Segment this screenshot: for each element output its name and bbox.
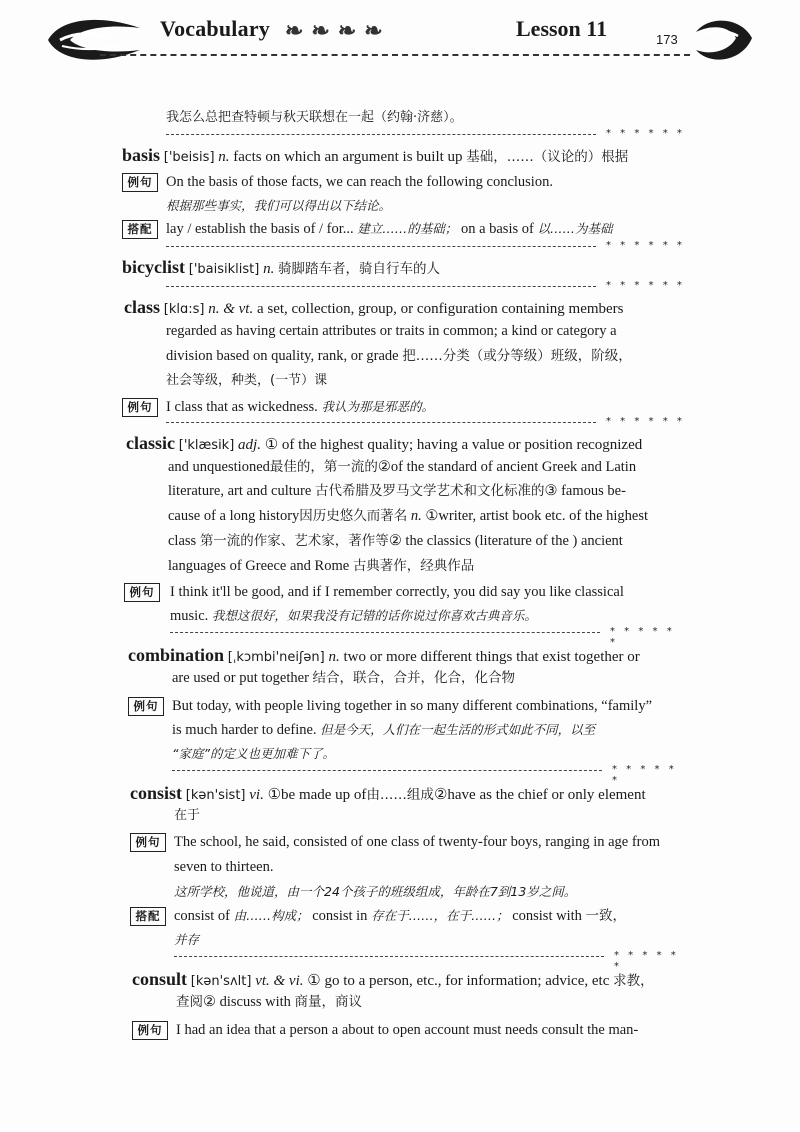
- phonetic: ['beisis]: [163, 150, 215, 165]
- swirl-ornament-left-icon: [40, 10, 150, 70]
- part-of-speech: n.: [263, 261, 275, 277]
- definition-zh-cont: 社会等级，种类，(一节）课: [166, 373, 328, 388]
- definition-zh: 骑脚踏车者，骑自行车的人: [278, 261, 441, 277]
- headword: consult: [132, 969, 188, 989]
- example-en: I had an idea that a person a about to open account must needs consult the man-: [176, 1022, 639, 1038]
- example-tag: 例句: [132, 1021, 168, 1040]
- example-zh: 这所学校，他说道，由一个24个孩子的班级组成，年龄在7到13岁之间。: [174, 884, 577, 899]
- definition-cont: division based on quality, rank, or grade 把……分类（或分等级）班级，阶级，: [166, 348, 632, 364]
- definition-cont: regarded as having certain attributes or traits in common; a kind or category a: [166, 323, 617, 339]
- phonetic: ['baisiklist]: [188, 262, 260, 277]
- example-tag: 例句: [124, 583, 160, 602]
- definition: a set, collection, group, or configuration containing members: [256, 301, 624, 317]
- definition-cont: languages of Greece and Rome 古典著作，经典作品: [168, 558, 475, 574]
- part-of-speech: vi.: [249, 787, 264, 803]
- entry-bicyclist-headword-line: [122, 256, 440, 281]
- lesson-title: Lesson 11: [516, 16, 608, 41]
- part-of-speech: n.: [218, 149, 230, 165]
- example-line: I class that as wickedness. 我认为那是邪恶的。: [166, 399, 434, 415]
- entry-classic-headword-line: [126, 432, 642, 457]
- part-of-speech: adj.: [238, 437, 261, 453]
- phonetic: [ˌkɔmbi'neiʃən]: [227, 650, 325, 665]
- section-title: Vocabulary: [160, 16, 270, 41]
- part-of-speech: vt. & vi.: [255, 973, 304, 989]
- example-line: music. 我想这很好，如果我没有记错的话你说过你喜欢古典音乐。: [170, 608, 537, 624]
- collocation-cont: 并存: [174, 932, 200, 947]
- entry-combination-headword-line: [128, 644, 640, 669]
- definition-cont: class 第一流的作家、艺术家，著作等② the classics (literature of the ) ancient: [168, 533, 623, 549]
- definition-zh-cont: 在于: [174, 808, 201, 823]
- header-dashed-rule: [100, 54, 690, 56]
- page-number: 173: [656, 32, 678, 47]
- example-en: On the basis of those facts, we can reach the following conclusion.: [166, 174, 553, 190]
- part-of-speech: n.: [328, 649, 340, 665]
- separator: * * * * * *: [170, 626, 686, 638]
- example-tag: 例句: [122, 398, 158, 417]
- collocation-line: lay / establish the basis of / for... 建立……的基础； on a basis of 以……为基础: [166, 221, 613, 237]
- collocation-tag: 搭配: [122, 220, 158, 239]
- phonetic: ['klæsik]: [178, 438, 235, 453]
- example-line: is much harder to define. 但是今天，人们在一起生活的形式如此不同，以至: [172, 722, 596, 738]
- definition-cont: and unquestioned最佳的，第一流的②of the standard of ancient Greek and Latin: [168, 459, 637, 475]
- header-ornament: ❧❧❧❧: [285, 18, 391, 43]
- example-tag: 例句: [122, 173, 158, 192]
- phonetic: [klɑ:s]: [163, 302, 205, 317]
- phonetic: [kən'sʌlt]: [190, 974, 252, 989]
- headword: basis: [122, 145, 161, 165]
- entry-consult-headword-line: consult [kən'sʌlt] vt. & vi. ① go to a person, etc., for information; advice, etc 求教，: [132, 969, 654, 989]
- part-of-speech: n. & vt.: [208, 301, 254, 317]
- example-en: But today, with people living together in so many different combinations, “family”: [172, 698, 653, 714]
- collocation-tag: 搭配: [130, 907, 166, 926]
- definition-cont: cause of a long history因历史悠久而著名 n. ①writer, artist book etc. of the highest: [168, 508, 649, 524]
- definition-cont: are used or put together 结合，联合，合并，化合，化合物: [172, 670, 516, 686]
- example-en: I think it'll be good, and if I remember correctly, you did say you like classical: [170, 584, 624, 600]
- separator: * * * * * *: [166, 240, 686, 252]
- phonetic: [kən'sist]: [185, 788, 246, 803]
- page-header: [0, 0, 800, 80]
- entry-consist-headword-line: consist [kən'sist] vi. ①be made up of由……组成②have as the chief or only element: [130, 783, 646, 803]
- headword: classic: [126, 433, 175, 453]
- headword: class: [124, 297, 160, 317]
- entry-basis-headword-line: [122, 144, 628, 169]
- example-zh-cont: “家庭”的定义也更加难下了。: [172, 746, 335, 761]
- collocation-line: consist of 由……构成； consist in 存在于……，在于……； consist with 一致，: [174, 908, 627, 924]
- example-en: The school, he said, consisted of one class of twenty-four boys, ranging in age from: [174, 834, 661, 850]
- entry-class-headword-line: [124, 296, 624, 321]
- definition-cont: 查阅② discuss with 商量，商议: [176, 994, 363, 1010]
- swirl-ornament-right-icon: [690, 10, 760, 70]
- headword: bicyclist: [122, 257, 185, 277]
- separator: * * * * * *: [174, 950, 686, 962]
- definition-zh: 基础，……（议论的）根据: [466, 149, 629, 165]
- definition-cont: literature, art and culture 古代希腊及罗马文学艺术和文化标准的③ famous be-: [168, 483, 626, 499]
- definition: facts on which an argument is built up: [233, 149, 463, 165]
- separator: * * * * * *: [166, 416, 686, 428]
- example-zh: 根据那些事实，我们可以得出以下结论。: [166, 198, 392, 213]
- example-en-cont: seven to thirteen.: [174, 859, 274, 875]
- headword: combination: [128, 645, 225, 665]
- definition: ① of the highest quality; having a value or position recognized: [264, 437, 643, 453]
- headword: consist: [130, 783, 183, 803]
- separator: * * * * * *: [166, 128, 686, 140]
- intro-line: 我怎么总把查特顿与秋天联想在一起（约翰·济慈）。: [166, 110, 463, 125]
- separator: * * * * * *: [166, 280, 686, 292]
- example-tag: 例句: [130, 833, 166, 852]
- definition: two or more different things that exist together or: [343, 649, 640, 665]
- example-tag: 例句: [128, 697, 164, 716]
- separator: * * * * * *: [172, 764, 686, 776]
